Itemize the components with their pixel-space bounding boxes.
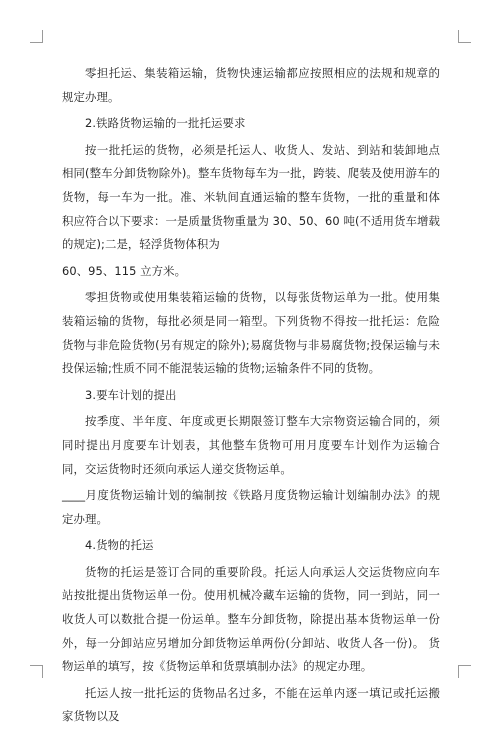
paragraph-volume-values: 60、95、115 立方米。 <box>62 263 187 278</box>
paragraph-car-plan: 按季度、半年度、年度或更长期限签订整车大宗物资运输合同的，须同时提出月度要车计划表，其他整车货物可用月度要车计划作为运输合同，交运货物时还须向承运人递交货物运单。 <box>62 414 440 476</box>
section-heading-consignment: 4.货物的托运 <box>85 538 154 553</box>
paragraph-multiple-items: 托运人按一批托运的货物品名过多，不能在运单内逐一填记或托运搬家货物以及 <box>62 685 440 724</box>
crop-mark-top-right <box>458 30 471 43</box>
crop-mark-bottom-left <box>30 665 43 678</box>
paragraph-monthly-plan: ____月度货物运输计划的编制按《铁路月度货物运输计划编制办法》的规定办理。 <box>62 488 440 526</box>
paragraph-container-batch: 零担货物或使用集装箱运输的货物，以每张货物运单为一批。使用集装箱运输的货物，每批必须是同一箱型。下列货物不得按一批托运：危险货物与非危险货物(另有规定的除外);易腐货物与非易腐货物;投保运输与未投保运输;性质不同不能混装运输的货物;运输条件不同的货物。 <box>62 290 440 376</box>
paragraph-batch-rules: 按一批托运的货物，必须是托运人、收货人、发站、到站和装卸地点相同(整车分卸货物除外)。整车货物每车为一批，跨装、爬装及使用游车的货物，每一车为一批。准、米轨间直通运输的整车货物，一批的重量和体积应符合以下要求：一是质量货物重量为 30、50、60 吨(不适用货车增载的规定);二是，轻浮货物体积为 <box>62 142 440 252</box>
crop-mark-bottom-right <box>458 665 471 678</box>
paragraph-consignment: 货物的托运是签订合同的重要阶段。托运人向承运人交运货物应向车站按批提出货物运单一份。使用机械冷藏车运输的货物，同一到站，同一收货人可以数批合提一份运单。整车分卸货物，除提出基本货物运单一份外，每一分卸站应另增加分卸货物运单两份(分卸站、收货人各一份)。 货物运单的填写，按《货物运单和货票填制办法》的规定办理。 <box>62 564 440 674</box>
crop-mark-top-left <box>30 30 43 43</box>
section-heading-car-plan: 3.要车计划的提出 <box>85 387 177 402</box>
paragraph-zero-load-rules: 零担托运、集装箱运输，货物快速运输都应按照相应的法规和规章的规定办理。 <box>62 66 440 104</box>
document-body <box>62 62 440 729</box>
section-heading-batch-requirements: 2.铁路货物运输的一批托运要求 <box>85 116 246 131</box>
